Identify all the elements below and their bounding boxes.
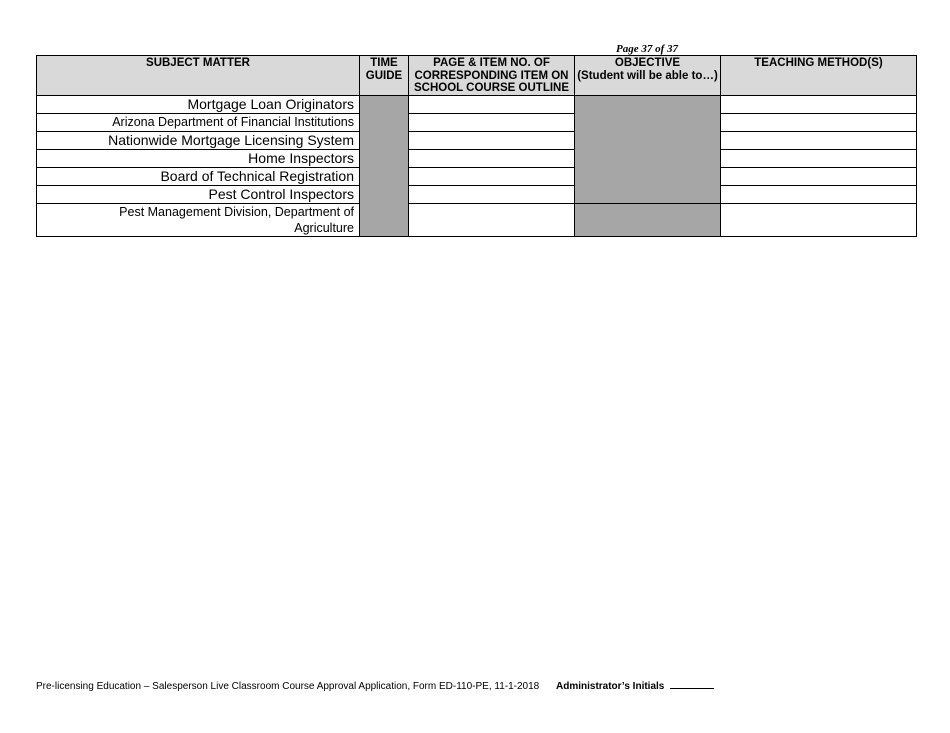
table-row: [37, 149, 917, 167]
time-guide-shaded-cell: [360, 95, 409, 236]
objective-shaded-cell: [575, 203, 721, 236]
teaching-method-cell[interactable]: [721, 167, 917, 185]
table-row: [37, 167, 917, 185]
administrator-initials-line[interactable]: [670, 679, 714, 689]
course-outline-table: [36, 55, 917, 237]
header-page-item: PAGE & ITEM NO. OF CORRESPONDING ITEM ON SCHOOL COURSE OUTLINE: [409, 56, 575, 96]
teaching-method-cell[interactable]: [721, 149, 917, 167]
header-time-guide: TIME GUIDE: [360, 56, 409, 96]
subject-cell: Mortgage Loan Originators: [37, 95, 360, 113]
table-row: [37, 203, 917, 236]
page-footer: [36, 679, 714, 692]
header-teaching-methods: TEACHING METHOD(S): [721, 56, 917, 96]
teaching-method-cell[interactable]: [721, 203, 917, 236]
subject-cell: Nationwide Mortgage Licensing System: [37, 131, 360, 149]
page-item-cell[interactable]: [409, 95, 575, 113]
page-item-cell[interactable]: [409, 185, 575, 203]
subject-cell: Pest Control Inspectors: [37, 185, 360, 203]
table-row: [37, 185, 917, 203]
page-number: Page 37 of 37: [616, 43, 679, 55]
administrator-initials-label: Administrator’s Initials: [556, 681, 665, 692]
table-header-row: [37, 56, 917, 96]
page-item-cell[interactable]: [409, 149, 575, 167]
page-item-cell[interactable]: [409, 113, 575, 131]
teaching-method-cell[interactable]: [721, 185, 917, 203]
table-row: [37, 95, 917, 113]
header-subject-matter: SUBJECT MATTER: [37, 56, 360, 96]
teaching-method-cell[interactable]: [721, 95, 917, 113]
form-identifier: Pre-licensing Education – Salesperson Live Classroom Course Approval Application, Form ED-110-PE, 11-1-2018: [36, 681, 540, 692]
subject-cell: Pest Management Division, Department of Agriculture: [37, 203, 360, 236]
header-objective: OBJECTIVE (Student will be able to…): [575, 56, 721, 96]
table-row: [37, 113, 917, 131]
teaching-method-cell[interactable]: [721, 131, 917, 149]
page-item-cell[interactable]: [409, 167, 575, 185]
page-item-cell[interactable]: [409, 203, 575, 236]
page-item-cell[interactable]: [409, 131, 575, 149]
table-row: [37, 131, 917, 149]
subject-cell: Arizona Department of Financial Institutions: [37, 113, 360, 131]
subject-cell: Board of Technical Registration: [37, 167, 360, 185]
subject-cell: Home Inspectors: [37, 149, 360, 167]
objective-shaded-cell: [575, 95, 721, 203]
teaching-method-cell[interactable]: [721, 113, 917, 131]
